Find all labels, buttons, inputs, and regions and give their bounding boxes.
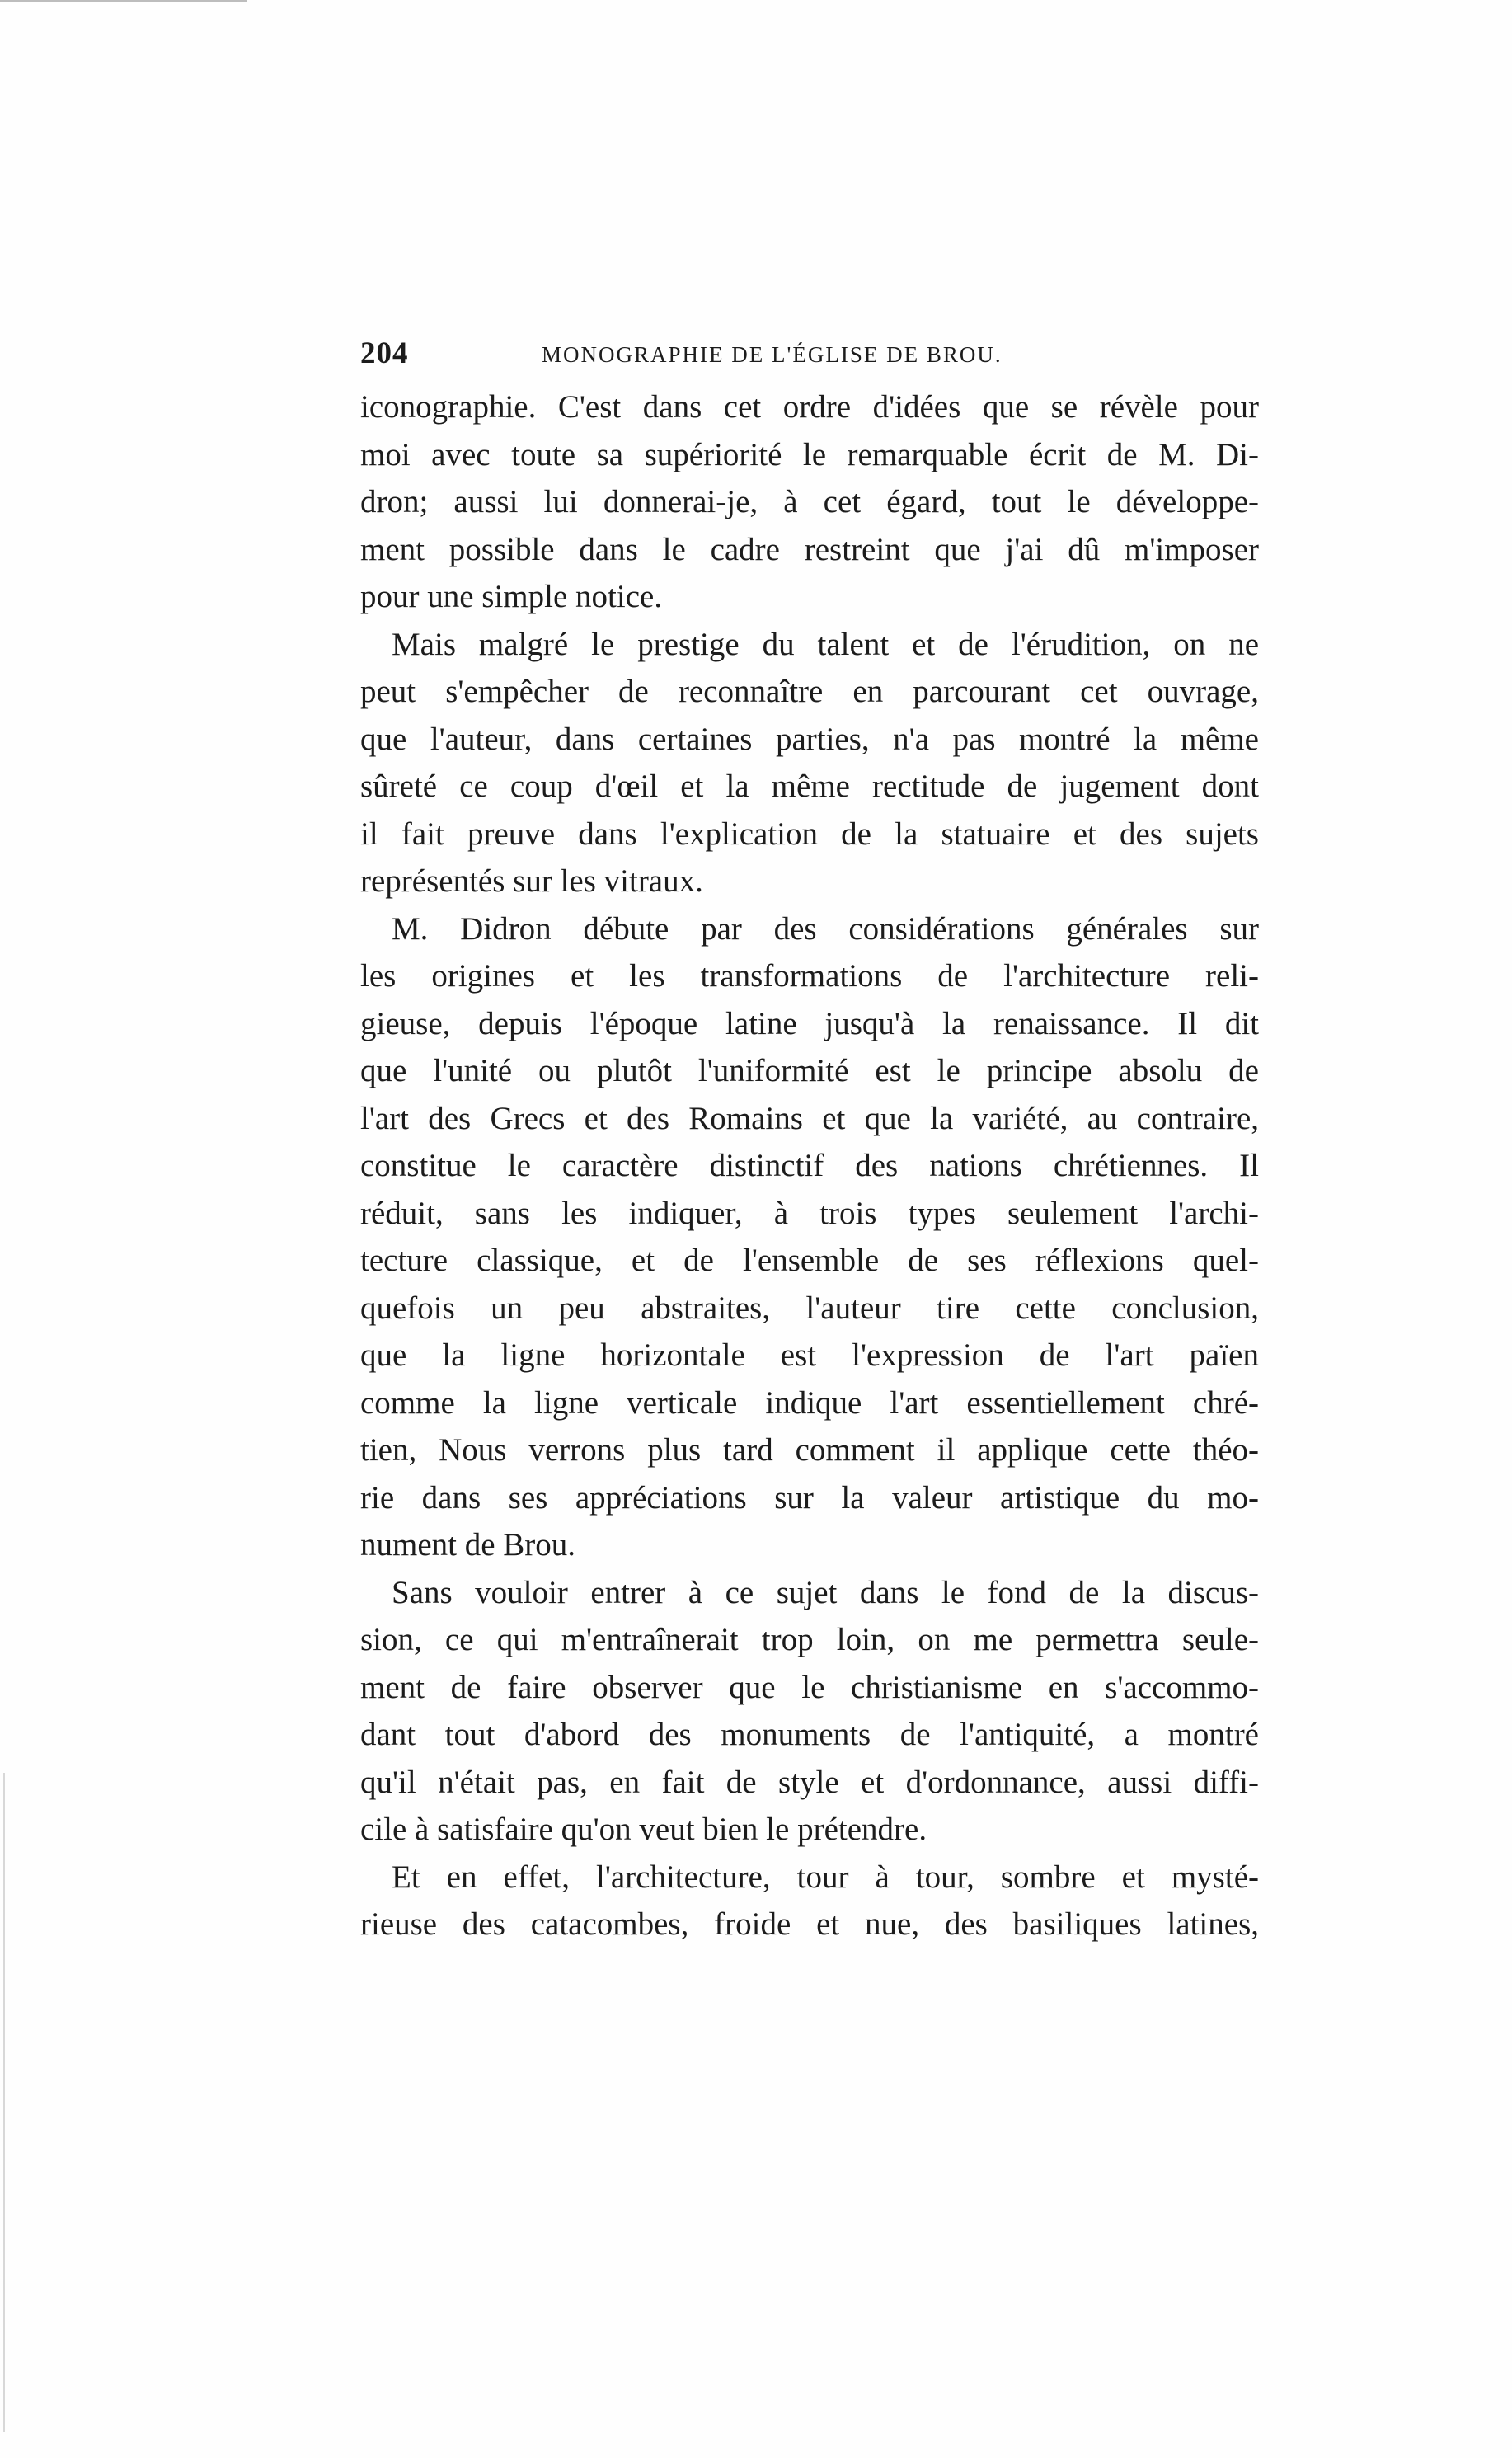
- text-line: ment possible dans le cadre restreint que j'ai dû m'imposer: [360, 531, 1259, 567]
- text-line: dron; aussi lui donnerai-je, à cet égard, tout le développe-: [360, 484, 1259, 519]
- text-line: tien, Nous verrons plus tard comment il applique cette théo-: [360, 1432, 1259, 1468]
- page-header: [360, 334, 1259, 383]
- text-line: ment de faire observer que le christianisme en s'accommo-: [360, 1669, 1259, 1705]
- text-line: gieuse, depuis l'époque latine jusqu'à la renaissance. Il dit: [360, 1005, 1259, 1041]
- text-line: que l'auteur, dans certaines parties, n'a pas montré la même: [360, 721, 1259, 757]
- text-line: comme la ligne verticale indique l'art essentiellement chré-: [360, 1384, 1259, 1421]
- text-line: dant tout d'abord des monuments de l'antiquité, a montré: [360, 1717, 1259, 1752]
- text-line: pour une simple notice.: [360, 579, 663, 614]
- text-line: sion, ce qui m'entraînerait trop loin, on me permettra seule-: [360, 1622, 1259, 1657]
- text-line: qu'il n'était pas, en fait de style et d'ordonnance, aussi diffi-: [360, 1764, 1259, 1800]
- text-line: quefois un peu abstraites, l'auteur tire cette conclusion,: [360, 1290, 1259, 1326]
- running-title: MONOGRAPHIE DE L'ÉGLISE DE BROU.: [542, 342, 1003, 367]
- text-line: l'art des Grecs et des Romains et que la variété, au contraire,: [360, 1100, 1259, 1136]
- text-line: tecture classique, et de l'ensemble de ses réflexions quel-: [360, 1243, 1259, 1278]
- text-line: sûreté ce coup d'œil et la même rectitude de jugement dont: [360, 768, 1259, 804]
- text-line: cile à satisfaire qu'on veut bien le prétendre.: [360, 1812, 927, 1847]
- text-line: réduit, sans les indiquer, à trois types seulement l'archi-: [360, 1195, 1259, 1231]
- text-line: que l'unité ou plutôt l'uniformité est le principe absolu de: [360, 1053, 1259, 1088]
- text-line: iconographie. C'est dans cet ordre d'idées que se révèle pour: [360, 389, 1259, 425]
- text-line: il fait preuve dans l'explication de la statuaire et des sujets: [360, 815, 1259, 852]
- body-text: [360, 383, 1259, 1948]
- text-line: rieuse des catacombes, froide et nue, des basiliques latines,: [360, 1906, 1259, 1942]
- text-line: Et en effet, l'architecture, tour à tour, sombre et mysté-: [392, 1859, 1259, 1895]
- text-line: moi avec toute sa supériorité le remarquable écrit de M. Di-: [360, 436, 1259, 472]
- scan-edge-mark-left: [3, 1773, 5, 2432]
- page-number: 204: [360, 336, 409, 370]
- text-line: peut s'empêcher de reconnaître en parcourant cet ouvrage,: [360, 674, 1259, 709]
- text-line: représentés sur les vitraux.: [360, 863, 703, 899]
- scan-edge-mark: [0, 0, 247, 2]
- text-line: rie dans ses appréciations sur la valeur artistique du mo-: [360, 1479, 1259, 1516]
- text-line: les origines et les transformations de l'architecture reli-: [360, 958, 1259, 994]
- text-line: que la ligne horizontale est l'expression de l'art païen: [360, 1337, 1259, 1373]
- text-line: constitue le caractère distinctif des nations chrétiennes. Il: [360, 1148, 1259, 1183]
- text-line: Mais malgré le prestige du talent et de l'érudition, on ne: [392, 626, 1259, 662]
- text-line: Sans vouloir entrer à ce sujet dans le fond de la discus-: [392, 1574, 1259, 1610]
- text-line: nument de Brou.: [360, 1527, 576, 1563]
- text-line: M. Didron débute par des considérations générales sur: [392, 910, 1259, 947]
